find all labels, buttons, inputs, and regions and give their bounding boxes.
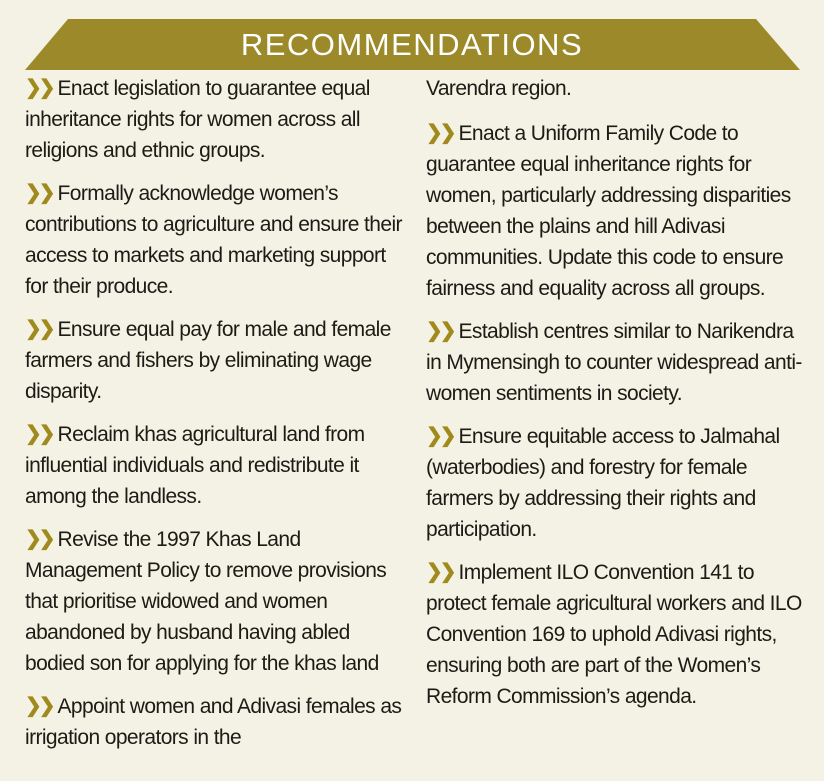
header-banner bbox=[0, 19, 824, 71]
recommendation-item bbox=[426, 557, 804, 712]
recommendation-text: Reclaim khas agricultural land from influential individuals and redistribute it among the landless. bbox=[25, 423, 365, 508]
recommendation-item bbox=[25, 314, 403, 407]
recommendation-text: Enact a Uniform Family Code to guarantee equal inheritance rights for women, particularly addressing disparities between the plains and hill Adivasi communities. Update this code to ensure fairness and equality across all groups. bbox=[426, 122, 791, 300]
double-chevron-right-icon: ❯❯ bbox=[25, 318, 53, 340]
recommendation-text: Enact legislation to guarantee equal inheritance rights for women across all religions and ethnic groups. bbox=[25, 77, 370, 162]
recommendation-item bbox=[426, 421, 804, 545]
recommendation-item bbox=[25, 419, 403, 512]
double-chevron-right-icon: ❯❯ bbox=[25, 77, 53, 99]
left-column bbox=[25, 73, 403, 765]
recommendation-text: Appoint women and Adivasi females as irrigation operators in the bbox=[25, 695, 402, 749]
recommendation-text: Implement ILO Convention 141 to protect female agricultural workers and ILO Convention 169 to uphold Adivasi rights, ensuring both are part of the Women’s Reform Commission’s agenda. bbox=[426, 561, 802, 708]
recommendation-text: Establish centres similar to Narikendra in Mymensingh to counter widespread anti-women sentiments in society. bbox=[426, 320, 802, 405]
double-chevron-right-icon: ❯❯ bbox=[25, 695, 53, 717]
double-chevron-right-icon: ❯❯ bbox=[25, 528, 53, 550]
double-chevron-right-icon: ❯❯ bbox=[426, 425, 454, 447]
recommendation-continuation: Varendra region. bbox=[426, 77, 572, 100]
double-chevron-right-icon: ❯❯ bbox=[426, 561, 454, 583]
recommendation-item bbox=[25, 178, 403, 302]
recommendation-text: Revise the 1997 Khas Land Management Policy to remove provisions that prioritise widowed and women abandoned by husband having abled bodied son for applying for the khas land bbox=[25, 528, 387, 675]
recommendation-item bbox=[426, 316, 804, 409]
recommendation-item bbox=[25, 524, 403, 679]
recommendation-text: Formally acknowledge women’s contributions to agriculture and ensure their access to markets and marketing support for their produce. bbox=[25, 182, 402, 298]
double-chevron-right-icon: ❯❯ bbox=[426, 320, 454, 342]
right-column bbox=[426, 73, 804, 724]
recommendation-text: Ensure equitable access to Jalmahal (waterbodies) and forestry for female farmers by addressing their rights and participation. bbox=[426, 425, 780, 541]
page-title: RECOMMENDATIONS bbox=[240, 27, 584, 62]
double-chevron-right-icon: ❯❯ bbox=[25, 423, 53, 445]
recommendation-item bbox=[25, 691, 403, 753]
recommendation-item bbox=[426, 118, 804, 304]
double-chevron-right-icon: ❯❯ bbox=[426, 122, 454, 144]
recommendation-text: Ensure equal pay for male and female farmers and fishers by eliminating wage disparity. bbox=[25, 318, 391, 403]
recommendation-item bbox=[25, 73, 403, 166]
double-chevron-right-icon: ❯❯ bbox=[25, 182, 53, 204]
